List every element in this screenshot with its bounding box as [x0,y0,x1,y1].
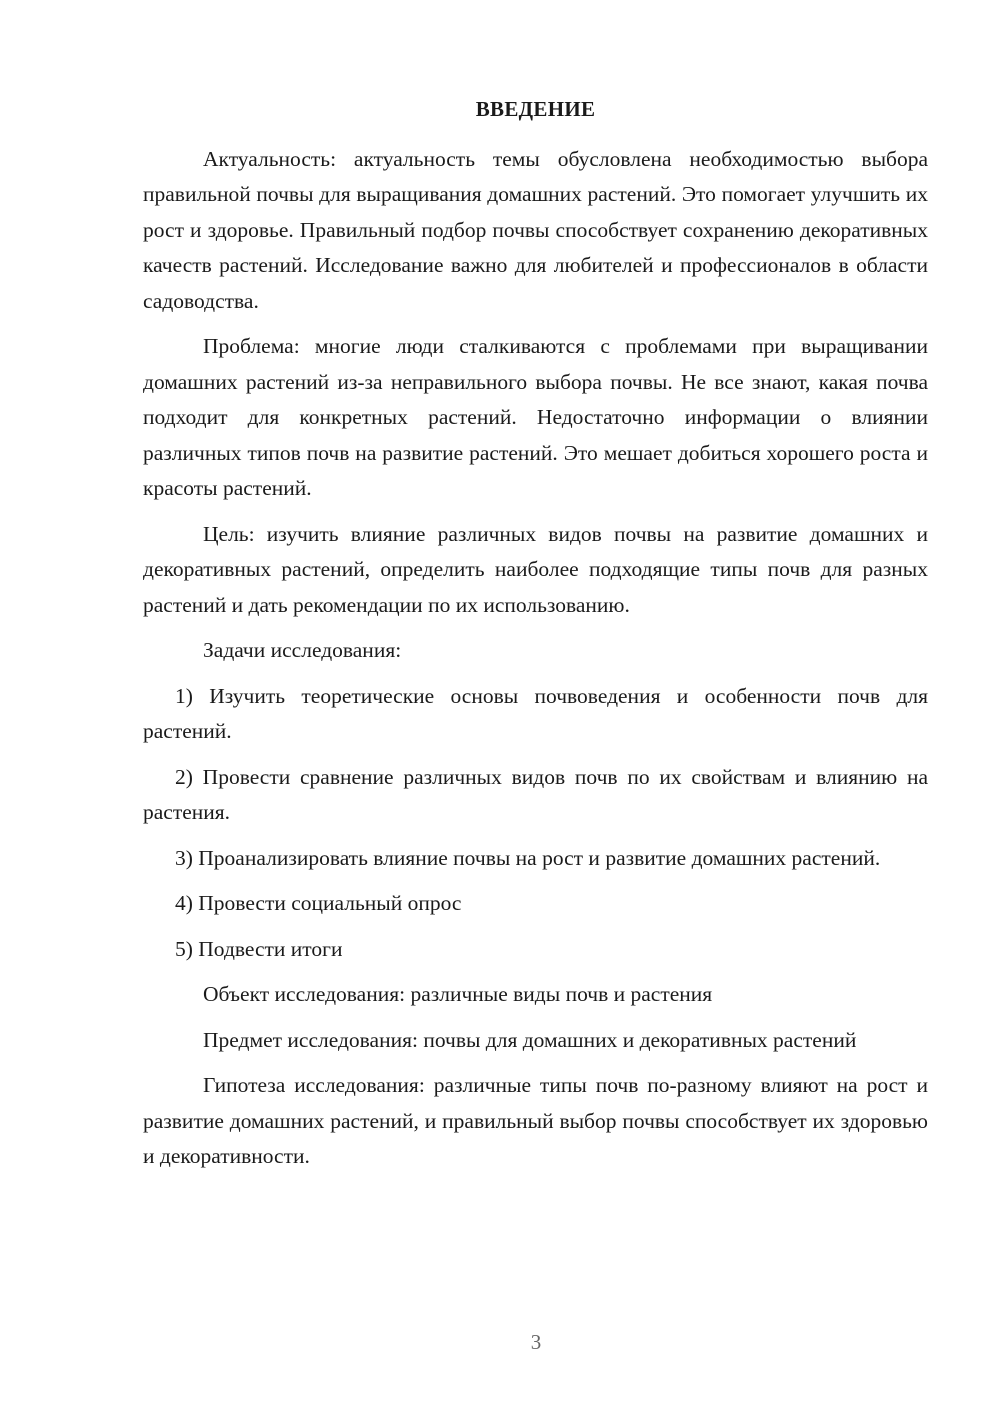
page-number: 3 [530,1330,542,1354]
paragraph-goal: Цель: изучить влияние различных видов почвы на развитие домашних и декоративных растений, определить наиболее подходящие типы почв для разных растений и дать рекомендации по их использованию. [143,521,928,617]
task-item-1: 1) Изучить теоретические основы почвоведения и особенности почв для растений. [143,683,928,743]
paragraph-problem: Проблема: многие люди сталкиваются с проблемами при выращивании домашних растений из-за неправильного выбора почвы. Не все знают, какая почва подходит для конкретных растений. Недостаточно информации о влиянии различных типов почв на развитие растений. Это мешает добиться хорошего роста и красоты растений. [143,334,928,500]
paragraph-hypothesis: Гипотеза исследования: различные типы почв по-разному влияют на рост и развитие домашних растений, и правильный выбор почвы способствует их здоровью и декоративности. [143,1073,928,1168]
tasks-heading: Задачи исследования: [203,638,402,662]
task-item-3: 3) Проанализировать влияние почвы на рост и развитие домашних растений. [175,845,881,870]
task-item-4: 4) Провести социальный опрос [175,891,462,915]
page-title: ВВЕДЕНИЕ [475,97,596,121]
paragraph-object: Объект исследования: различные виды почв и растения [203,982,713,1006]
task-item-5: 5) Подвести итоги [175,936,343,961]
paragraph-relevance: Актуальность: актуальность темы обусловлена необходимостью выбора правильной почвы для выращивания домашних растений. Это помогает улучшить их рост и здоровье. Правильный подбор почвы способствует сохранению декоративных качеств растений. Исследование важно для любителей и профессионалов в области садоводства. [143,146,928,313]
document-body [143,92,928,1175]
paragraph-subject: Предмет исследования: почвы для домашних и декоративных растений [203,1027,857,1052]
task-item-2: 2) Провести сравнение различных видов почв по их свойствам и влиянию на растения. [143,764,928,824]
